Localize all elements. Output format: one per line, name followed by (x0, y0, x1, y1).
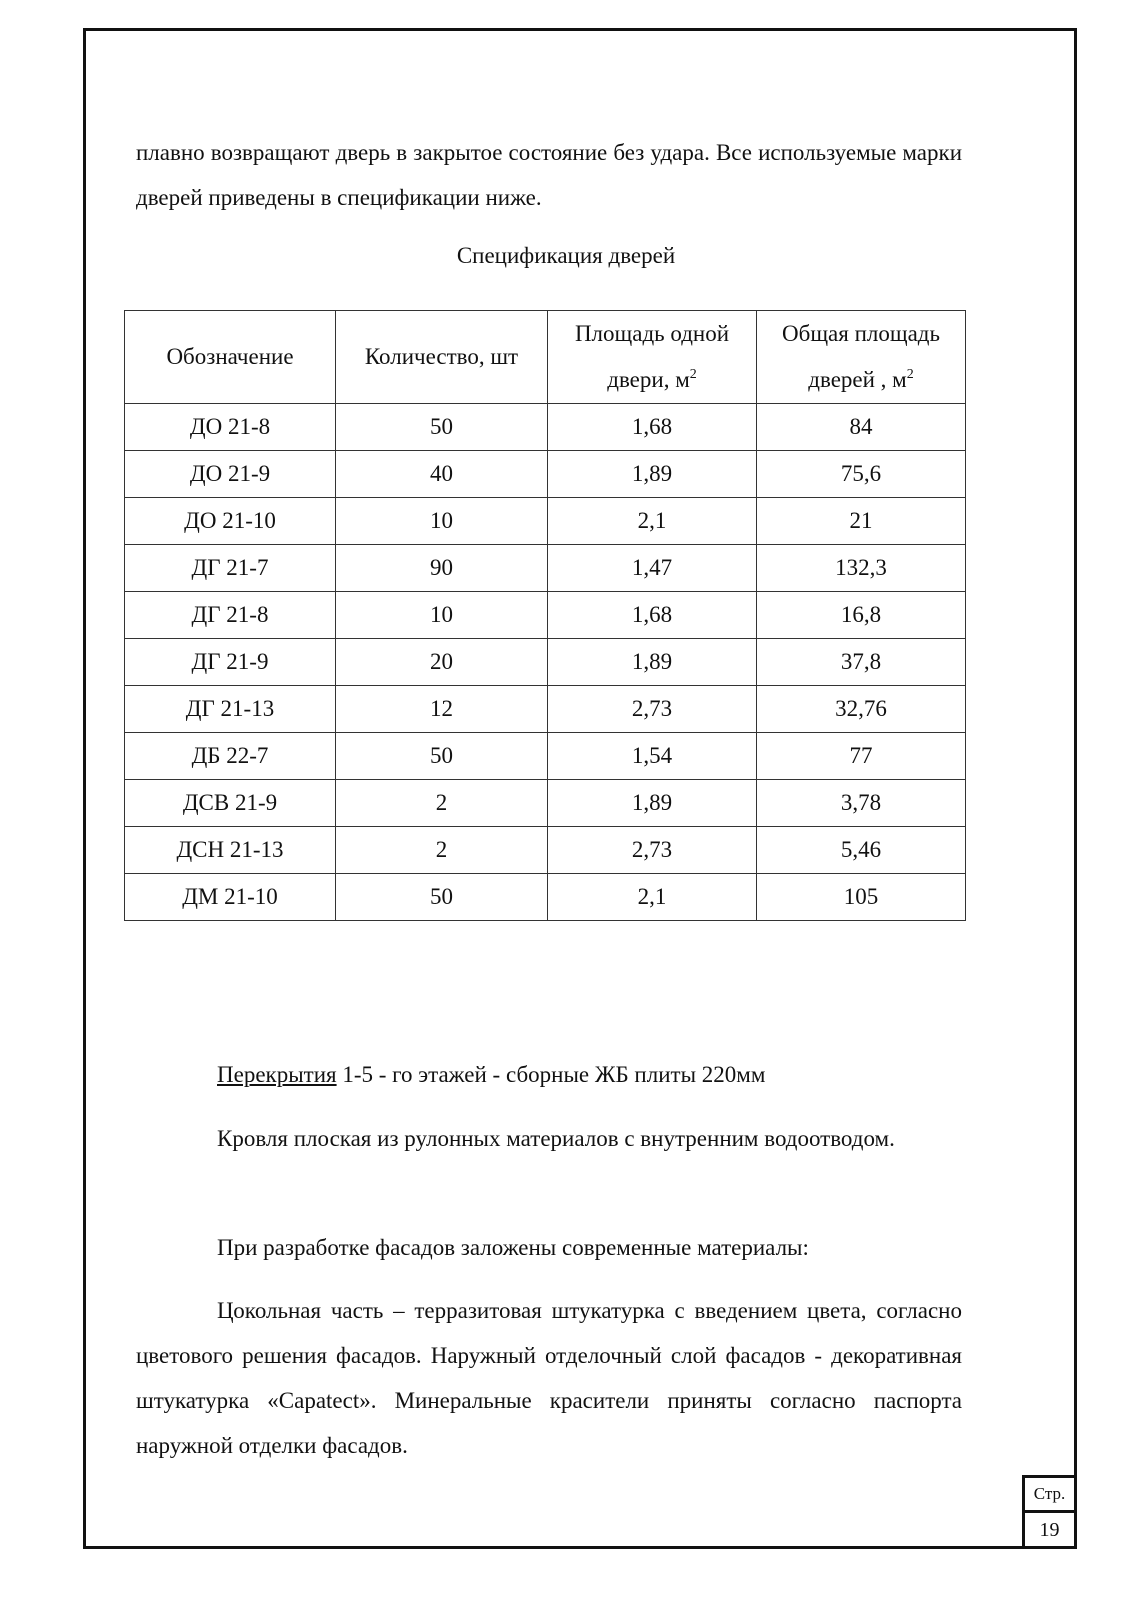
cell-single-area: 1,68 (548, 592, 757, 639)
cell-quantity: 90 (336, 545, 548, 592)
cell-designation: ДГ 21-9 (125, 639, 336, 686)
cell-single-area: 2,73 (548, 686, 757, 733)
cell-single-area: 1,47 (548, 545, 757, 592)
header-single-area (548, 311, 757, 404)
table-caption: Спецификация дверей (456, 243, 676, 268)
facade-paragraph: Цокольная часть – терразитовая штукатурка с введением цвета, согласно цветового решения фасадов. Наружный отделочный слой фасадов - декоративная штукатурка «Capatect». Минеральные красители приняты согласно паспорта наружной отделки фасадов. (136, 1298, 962, 1458)
cell-quantity: 12 (336, 686, 548, 733)
cell-single-area: 1,89 (548, 451, 757, 498)
cell-single-area: 1,68 (548, 404, 757, 451)
cell-total-area: 21 (757, 498, 966, 545)
page-number: 19 (1022, 1510, 1077, 1549)
cell-total-area: 75,6 (757, 451, 966, 498)
cell-single-area: 2,1 (548, 498, 757, 545)
cell-quantity: 50 (336, 733, 548, 780)
cell-designation: ДСН 21-13 (125, 827, 336, 874)
cell-total-area: 3,78 (757, 780, 966, 827)
floors-text: 1-5 - го этажей - сборные ЖБ плиты 220мм (336, 1062, 766, 1087)
cell-designation: ДБ 22-7 (125, 733, 336, 780)
header-total-area-sup: 2 (906, 367, 914, 382)
floors-paragraph (136, 1052, 962, 1097)
cell-total-area: 32,76 (757, 686, 966, 733)
page-label: Стр. (1022, 1475, 1077, 1512)
cell-quantity: 10 (336, 498, 548, 545)
facade-intro-paragraph: При разработке фасадов заложены современные материалы: (217, 1235, 809, 1260)
cell-total-area: 16,8 (757, 592, 966, 639)
table-header-row (125, 311, 966, 404)
cell-single-area: 1,54 (548, 733, 757, 780)
table-row (125, 733, 966, 780)
header-quantity (336, 311, 548, 404)
cell-total-area: 84 (757, 404, 966, 451)
table-row (125, 592, 966, 639)
header-designation (125, 311, 336, 404)
header-quantity-text: Количество, шт (364, 344, 519, 369)
table-row (125, 874, 966, 921)
cell-quantity: 2 (336, 780, 548, 827)
cell-total-area: 37,8 (757, 639, 966, 686)
cell-quantity: 10 (336, 592, 548, 639)
floors-label: Перекрытия (217, 1062, 337, 1087)
cell-single-area: 1,89 (548, 780, 757, 827)
header-total-area (757, 311, 966, 404)
cell-quantity: 50 (336, 404, 548, 451)
cell-quantity: 50 (336, 874, 548, 921)
cell-designation: ДГ 21-13 (125, 686, 336, 733)
cell-total-area: 132,3 (757, 545, 966, 592)
cell-total-area: 105 (757, 874, 966, 921)
roof-paragraph: Кровля плоская из рулонных материалов с внутренним водоотводом. (217, 1126, 895, 1151)
cell-designation: ДМ 21-10 (125, 874, 336, 921)
table-row (125, 827, 966, 874)
cell-designation: ДО 21-8 (125, 404, 336, 451)
cell-single-area: 2,73 (548, 827, 757, 874)
cell-single-area: 2,1 (548, 874, 757, 921)
table-row (125, 639, 966, 686)
table-row (125, 498, 966, 545)
cell-designation: ДГ 21-7 (125, 545, 336, 592)
cell-designation: ДО 21-9 (125, 451, 336, 498)
cell-total-area: 77 (757, 733, 966, 780)
table-row (125, 686, 966, 733)
table-row (125, 780, 966, 827)
cell-designation: ДГ 21-8 (125, 592, 336, 639)
door-specification-table (124, 310, 966, 921)
table-row (125, 451, 966, 498)
header-designation-text: Обозначение (166, 344, 294, 369)
cell-total-area: 5,46 (757, 827, 966, 874)
cell-quantity: 20 (336, 639, 548, 686)
cell-designation: ДСВ 21-9 (125, 780, 336, 827)
table-row (125, 545, 966, 592)
header-total-area-text: Общая площадь дверей , м (782, 321, 940, 392)
cell-quantity: 40 (336, 451, 548, 498)
header-single-area-text: Площадь одной двери, м (574, 321, 730, 392)
cell-quantity: 2 (336, 827, 548, 874)
header-single-area-sup: 2 (689, 367, 697, 382)
cell-designation: ДО 21-10 (125, 498, 336, 545)
intro-paragraph: плавно возвращают дверь в закрытое состояние без удара. Все используемые марки дверей приведены в спецификации ниже. (136, 140, 962, 210)
cell-single-area: 1,89 (548, 639, 757, 686)
table-row (125, 404, 966, 451)
